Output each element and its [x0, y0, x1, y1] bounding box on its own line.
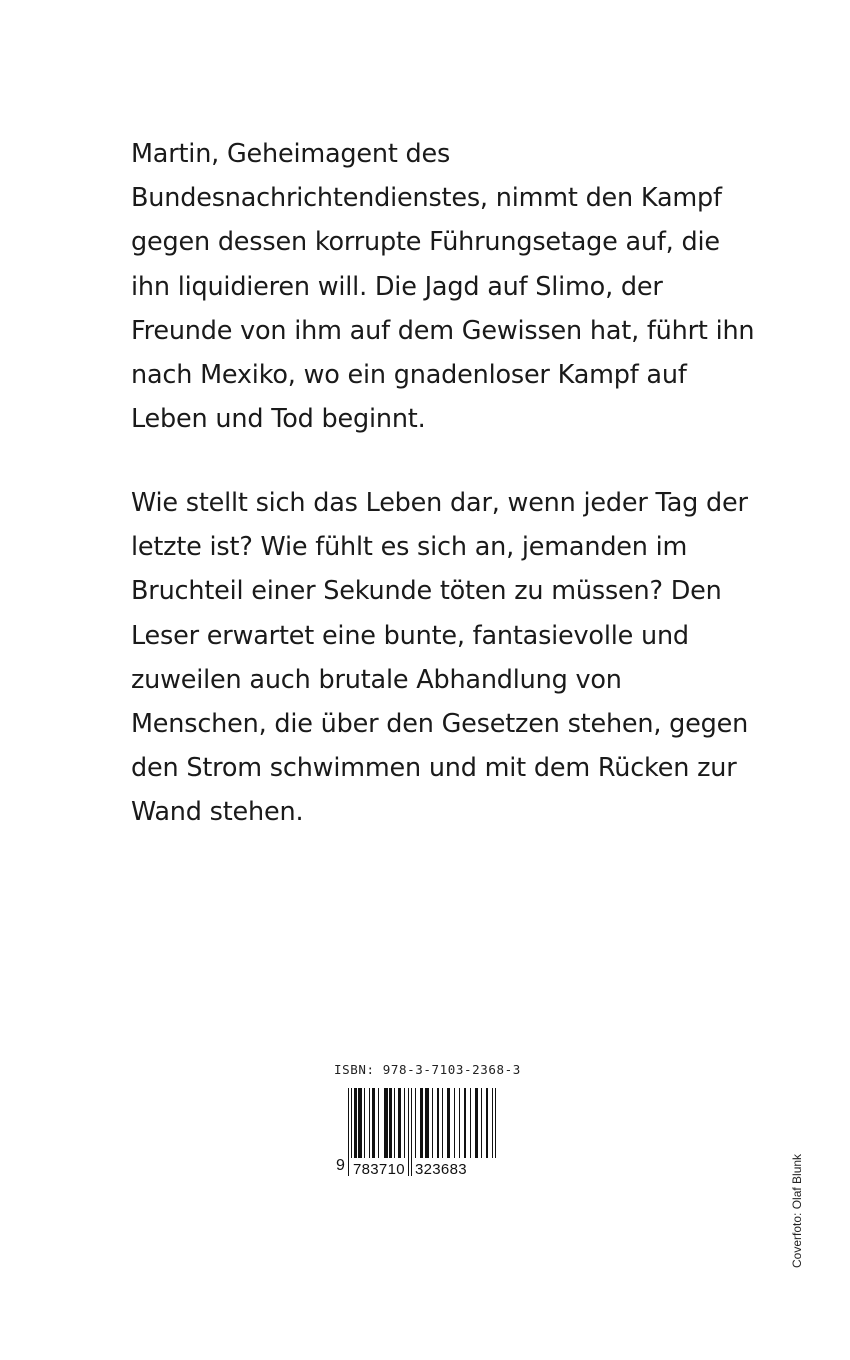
barcode-left-digits: 783710: [353, 1161, 405, 1176]
barcode-bar: [486, 1088, 488, 1158]
barcode-bar: [475, 1088, 478, 1158]
barcode-bar: [372, 1088, 375, 1158]
blurb-paragraph-2: [131, 481, 748, 835]
barcode-first-digit: 9: [336, 1157, 345, 1174]
barcode-bar: [459, 1088, 460, 1158]
barcode-bar: [404, 1088, 405, 1158]
text-line: Leser erwartet eine bunte, fantasievolle und: [131, 620, 689, 651]
barcode-bar: [420, 1088, 423, 1158]
barcode-bar: [447, 1088, 450, 1158]
text-line: letzte ist? Wie fühlt es sich an, jemanden im: [131, 532, 688, 563]
barcode-bar: [389, 1088, 392, 1158]
text-line: Bundesnachrichtendienstes, nimmt den Kampf: [131, 183, 722, 214]
barcode-bar: [384, 1088, 388, 1158]
barcode: [336, 1088, 516, 1176]
barcode-bar: [408, 1088, 409, 1176]
text-line: gegen dessen korrupte Führungsetage auf, die: [131, 227, 720, 258]
barcode-bar: [481, 1088, 482, 1158]
text-line: Menschen, die über den Gesetzen stehen, gegen: [131, 709, 749, 740]
barcode-bar: [358, 1088, 362, 1158]
cover-photo-credit: Coverfoto: Olaf Blunk: [790, 1153, 804, 1268]
text-line: Bruchteil einer Sekunde töten zu müssen? Den: [131, 576, 722, 607]
barcode-bar: [454, 1088, 455, 1158]
barcode-right-digits: 323683: [415, 1161, 467, 1176]
text-line: ihn liquidieren will. Die Jagd auf Slimo, der: [131, 271, 663, 302]
barcode-bar: [411, 1088, 412, 1176]
barcode-bar: [378, 1088, 379, 1158]
barcode-bar: [437, 1088, 439, 1158]
text-line: Martin, Geheimagent des: [131, 139, 451, 169]
text-line: nach Mexiko, wo ein gnadenloser Kampf auf: [131, 360, 687, 391]
barcode-bar: [464, 1088, 466, 1158]
text-line: Leben und Tod beginnt.: [131, 404, 426, 435]
barcode-bar: [369, 1088, 370, 1158]
text-line: den Strom schwimmen und mit dem Rücken zur: [131, 753, 737, 784]
text-line: Wand stehen.: [131, 797, 304, 828]
barcode-bar: [364, 1088, 365, 1158]
barcode-bar: [348, 1088, 349, 1176]
barcode-bar: [415, 1088, 416, 1158]
text-line: zuweilen auch brutale Abhandlung von: [131, 664, 622, 695]
barcode-bar: [432, 1088, 433, 1158]
barcode-bar: [470, 1088, 471, 1158]
barcode-bar: [442, 1088, 443, 1158]
barcode-bar: [398, 1088, 401, 1158]
barcode-bar: [354, 1088, 357, 1158]
barcode-bar: [425, 1088, 429, 1158]
blurb-paragraph-1: [131, 132, 754, 441]
text-line: Wie stellt sich das Leben dar, wenn jeder Tag der: [131, 488, 748, 518]
barcode-bar: [394, 1088, 395, 1158]
isbn-label: ISBN: 978-3-7103-2368-3: [334, 1062, 521, 1077]
text-line: Freunde von ihm auf dem Gewissen hat, führt ihn: [131, 315, 755, 346]
